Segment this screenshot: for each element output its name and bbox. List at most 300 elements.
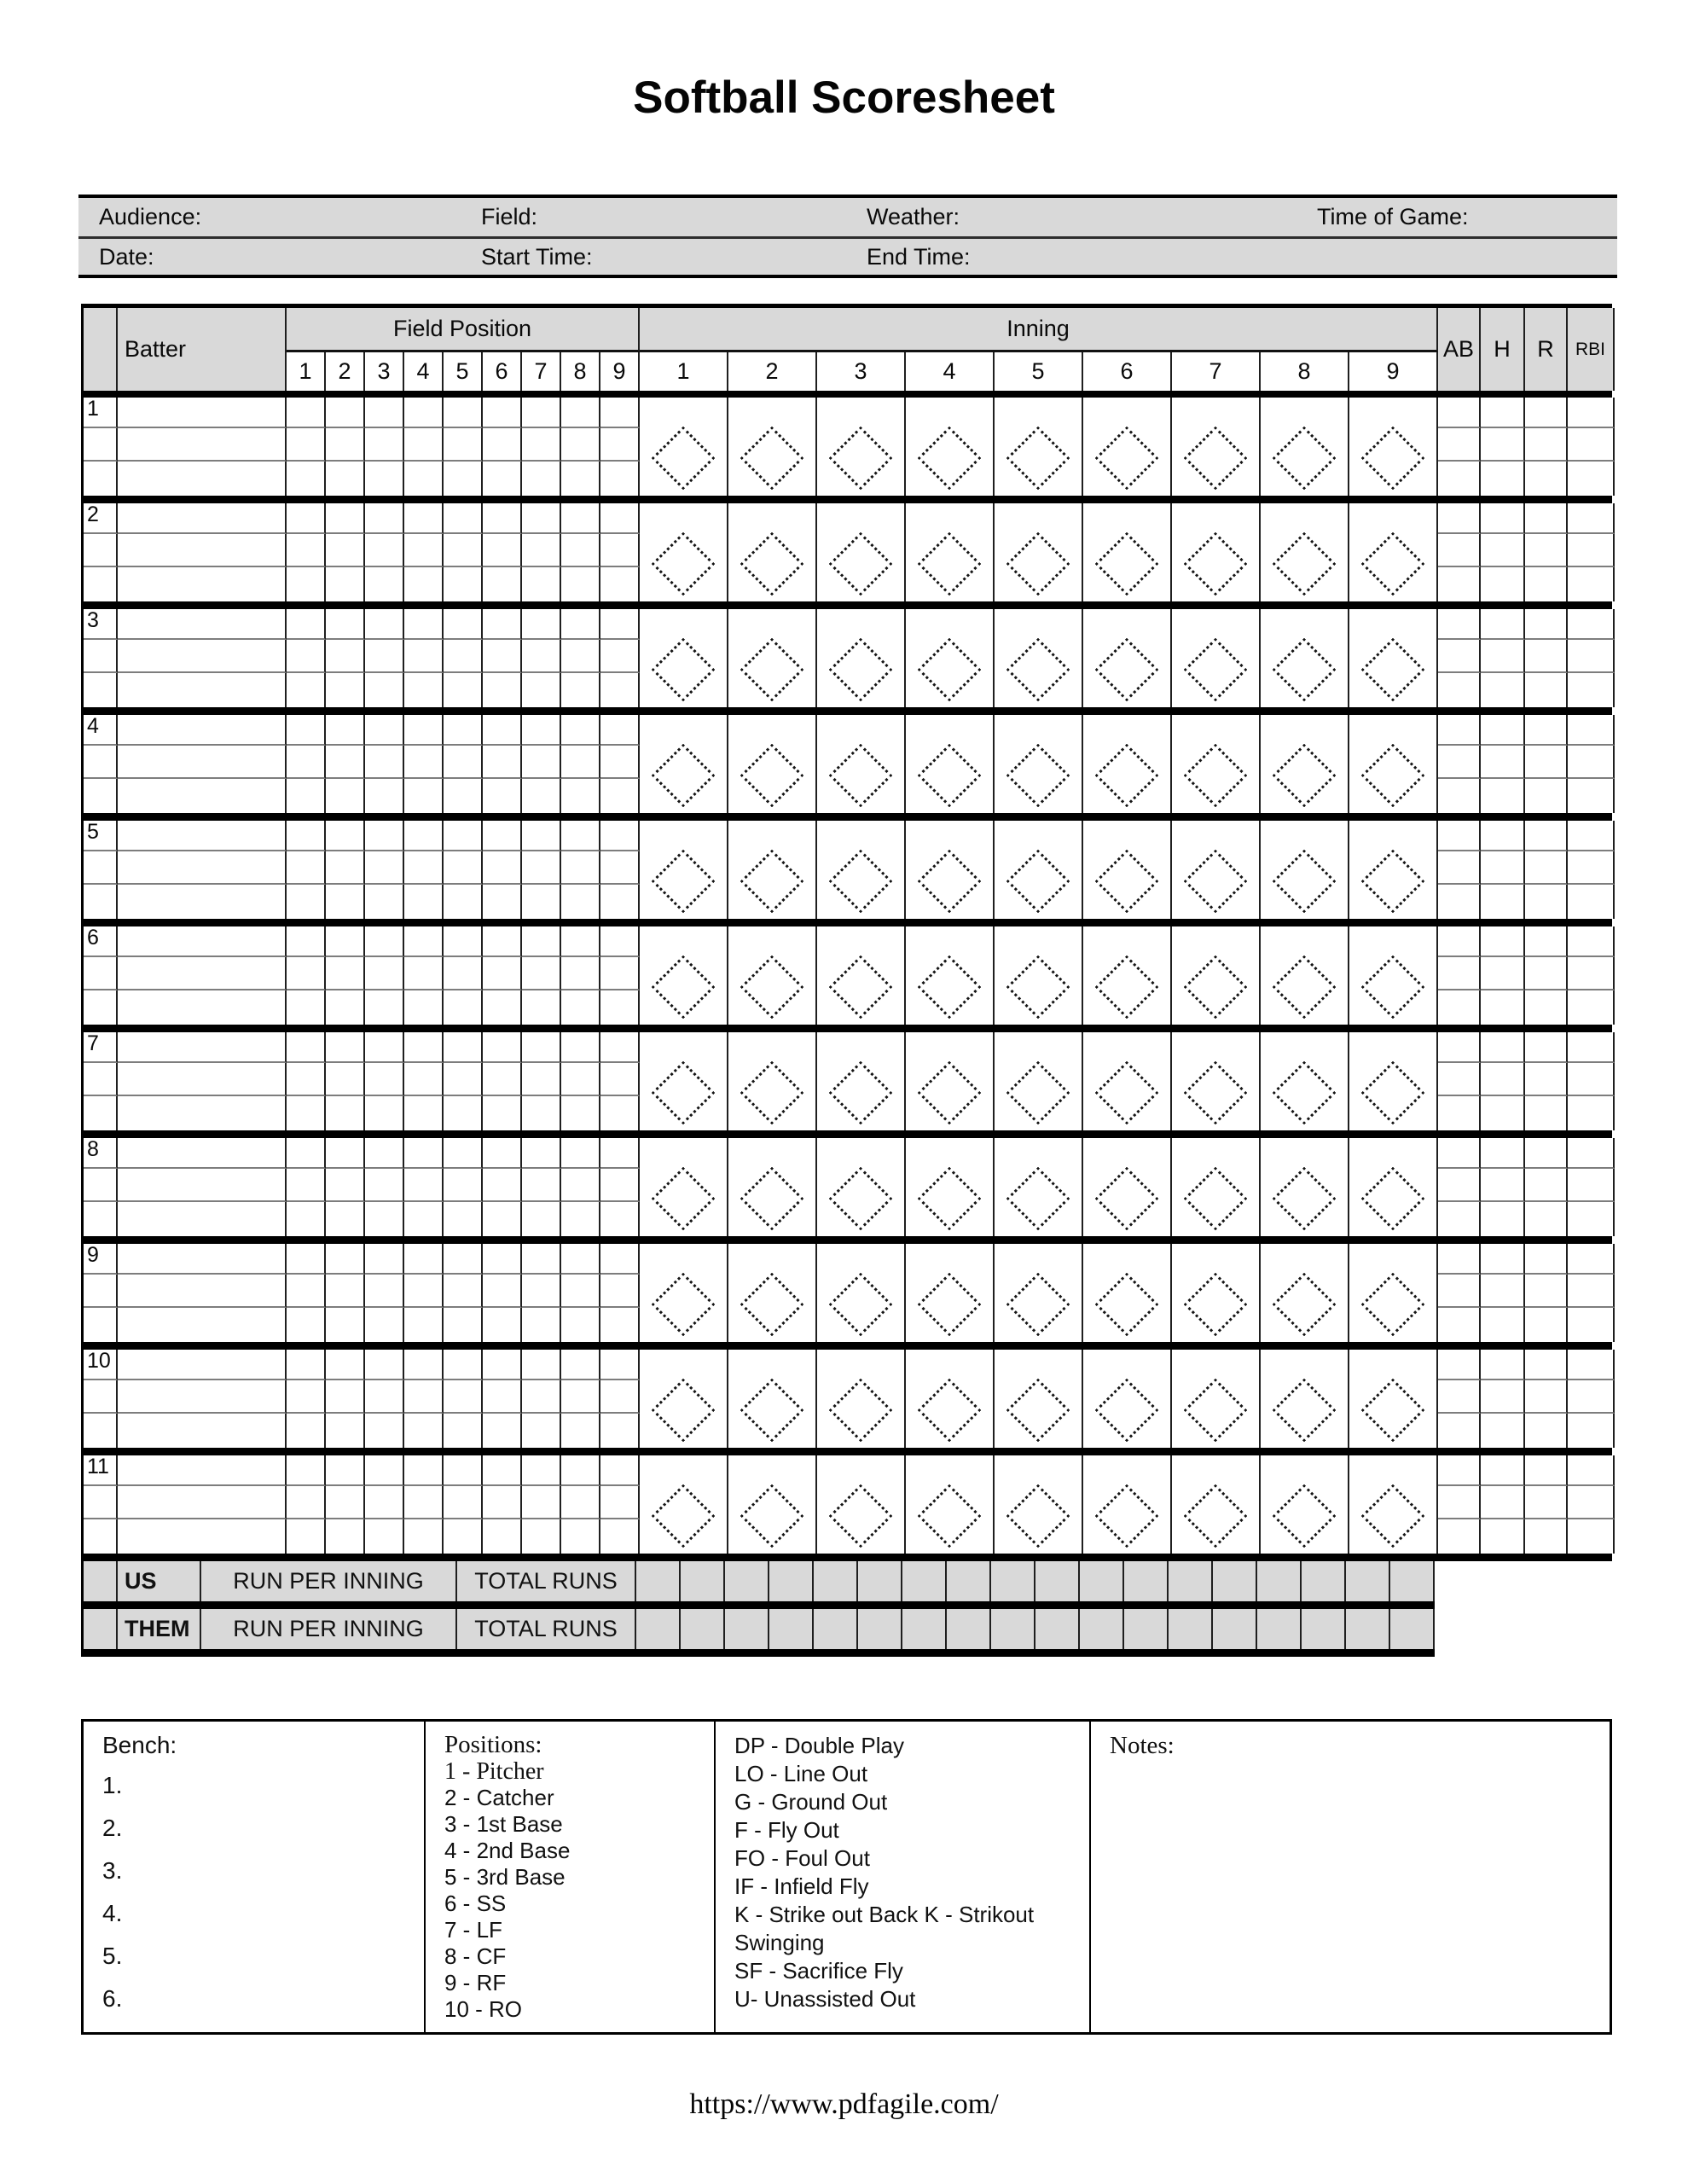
stat-cell[interactable] [1525, 1169, 1568, 1202]
field-position-cell[interactable] [287, 851, 326, 885]
field-position-cell[interactable] [287, 1486, 326, 1519]
field-position-cell[interactable] [522, 1414, 561, 1448]
inning-scoring-cell[interactable] [1349, 1032, 1438, 1130]
inning-scoring-cell[interactable] [640, 926, 728, 1025]
stat-cell[interactable] [1438, 779, 1481, 813]
field-position-cell[interactable] [404, 428, 444, 462]
stat-cell[interactable] [1438, 1486, 1481, 1519]
stat-cell[interactable] [1525, 715, 1568, 746]
stat-cell[interactable] [1525, 398, 1568, 428]
stat-cell[interactable] [1568, 1063, 1615, 1096]
field-position-cell[interactable] [483, 1455, 522, 1486]
inning-scoring-cell[interactable] [1261, 1244, 1349, 1342]
field-position-cell[interactable] [600, 567, 640, 601]
inning-scoring-cell[interactable] [640, 398, 728, 496]
field-position-cell[interactable] [444, 1138, 483, 1169]
run-cell[interactable] [1302, 1609, 1346, 1649]
batter-name-cell[interactable] [118, 715, 287, 746]
field-position-cell[interactable] [326, 640, 365, 673]
field-position-cell[interactable] [483, 990, 522, 1025]
field-position-cell[interactable] [561, 640, 600, 673]
inning-scoring-cell[interactable] [817, 1455, 906, 1554]
field-position-cell[interactable] [483, 1350, 522, 1380]
field-position-cell[interactable] [287, 1244, 326, 1275]
inning-scoring-cell[interactable] [995, 1032, 1083, 1130]
stat-cell[interactable] [1525, 1138, 1568, 1169]
batter-name-cell[interactable] [118, 1096, 287, 1130]
field-position-cell[interactable] [600, 503, 640, 534]
inning-scoring-cell[interactable] [1261, 398, 1349, 496]
stat-cell[interactable] [1568, 990, 1615, 1025]
field-position-cell[interactable] [600, 673, 640, 707]
field-position-cell[interactable] [287, 1519, 326, 1554]
field-position-cell[interactable] [404, 640, 444, 673]
field-position-cell[interactable] [326, 673, 365, 707]
stat-cell[interactable] [1481, 673, 1525, 707]
run-cell[interactable] [858, 1561, 902, 1601]
field-position-cell[interactable] [483, 851, 522, 885]
field-position-cell[interactable] [326, 851, 365, 885]
inning-scoring-cell[interactable] [906, 821, 995, 919]
field-position-cell[interactable] [600, 885, 640, 919]
bench-line[interactable]: 1. [102, 1772, 123, 1798]
field-position-cell[interactable] [600, 1308, 640, 1342]
stat-cell[interactable] [1438, 885, 1481, 919]
field-position-cell[interactable] [600, 1455, 640, 1486]
field-position-cell[interactable] [404, 1138, 444, 1169]
inning-scoring-cell[interactable] [1172, 1032, 1261, 1130]
stat-cell[interactable] [1438, 1096, 1481, 1130]
batter-name-cell[interactable] [118, 1519, 287, 1554]
field-position-cell[interactable] [522, 779, 561, 813]
inning-scoring-cell[interactable] [817, 503, 906, 601]
field-position-cell[interactable] [326, 398, 365, 428]
field-position-cell[interactable] [483, 534, 522, 567]
field-position-cell[interactable] [483, 715, 522, 746]
batter-number-cell[interactable] [84, 851, 118, 885]
field-position-cell[interactable] [483, 926, 522, 957]
field-position-cell[interactable] [561, 1202, 600, 1236]
field-position-cell[interactable] [600, 1380, 640, 1414]
field-position-cell[interactable] [365, 1350, 404, 1380]
bench-line[interactable]: 3. [102, 1857, 123, 1884]
field-position-cell[interactable] [287, 1308, 326, 1342]
field-position-cell[interactable] [365, 1138, 404, 1169]
field-position-cell[interactable] [522, 609, 561, 640]
stat-cell[interactable] [1438, 926, 1481, 957]
stat-cell[interactable] [1481, 1455, 1525, 1486]
run-cell[interactable] [947, 1609, 991, 1649]
stat-cell[interactable] [1525, 957, 1568, 990]
inning-scoring-cell[interactable] [1261, 609, 1349, 707]
inning-scoring-cell[interactable] [1083, 1032, 1172, 1130]
inning-scoring-cell[interactable] [1172, 821, 1261, 919]
field-position-cell[interactable] [365, 609, 404, 640]
batter-number-cell[interactable] [84, 1519, 118, 1554]
stat-cell[interactable] [1438, 851, 1481, 885]
field-position-cell[interactable] [600, 1275, 640, 1308]
batter-number-cell[interactable] [84, 1096, 118, 1130]
field-position-cell[interactable] [522, 1032, 561, 1063]
stat-cell[interactable] [1481, 1275, 1525, 1308]
field-position-cell[interactable] [561, 567, 600, 601]
field-position-cell[interactable] [444, 1519, 483, 1554]
stat-cell[interactable] [1438, 1350, 1481, 1380]
batter-name-cell[interactable] [118, 779, 287, 813]
batter-name-cell[interactable] [118, 1350, 287, 1380]
field-position-cell[interactable] [365, 779, 404, 813]
inning-scoring-cell[interactable] [817, 398, 906, 496]
time-of-game-input[interactable] [1469, 198, 1617, 236]
stat-cell[interactable] [1525, 990, 1568, 1025]
stat-cell[interactable] [1568, 715, 1615, 746]
inning-scoring-cell[interactable] [906, 926, 995, 1025]
bench-line[interactable]: 2. [102, 1815, 123, 1841]
field-position-cell[interactable] [287, 1169, 326, 1202]
stat-cell[interactable] [1481, 821, 1525, 851]
stat-cell[interactable] [1481, 1350, 1525, 1380]
stat-cell[interactable] [1438, 609, 1481, 640]
inning-scoring-cell[interactable] [1083, 1244, 1172, 1342]
field-position-cell[interactable] [522, 885, 561, 919]
field-position-cell[interactable] [561, 673, 600, 707]
stat-cell[interactable] [1438, 1244, 1481, 1275]
field-position-cell[interactable] [522, 1138, 561, 1169]
field-position-cell[interactable] [287, 640, 326, 673]
field-position-cell[interactable] [326, 990, 365, 1025]
batter-name-cell[interactable] [118, 534, 287, 567]
inning-scoring-cell[interactable] [728, 821, 817, 919]
notes-column[interactable] [1089, 1722, 1610, 2032]
run-cell[interactable] [1346, 1609, 1390, 1649]
stat-cell[interactable] [1568, 1350, 1615, 1380]
run-cell[interactable] [814, 1561, 858, 1601]
batter-number-cell[interactable] [84, 1414, 118, 1448]
stat-cell[interactable] [1525, 746, 1568, 779]
field-position-cell[interactable] [287, 1350, 326, 1380]
stat-cell[interactable] [1438, 1519, 1481, 1554]
stat-cell[interactable] [1481, 640, 1525, 673]
field-position-cell[interactable] [483, 398, 522, 428]
stat-cell[interactable] [1438, 1308, 1481, 1342]
field-position-cell[interactable] [600, 957, 640, 990]
field-position-cell[interactable] [404, 715, 444, 746]
inning-scoring-cell[interactable] [728, 1350, 817, 1448]
batter-name-cell[interactable] [118, 1032, 287, 1063]
batter-number-cell[interactable] [84, 428, 118, 462]
date-input[interactable] [154, 239, 461, 275]
batter-number-cell[interactable] [84, 957, 118, 990]
field-position-cell[interactable] [561, 503, 600, 534]
field-position-cell[interactable] [444, 779, 483, 813]
inning-scoring-cell[interactable] [817, 609, 906, 707]
stat-cell[interactable] [1438, 715, 1481, 746]
batter-number-cell[interactable] [84, 534, 118, 567]
inning-scoring-cell[interactable] [1083, 1350, 1172, 1448]
stat-cell[interactable] [1481, 715, 1525, 746]
field-position-cell[interactable] [561, 1519, 600, 1554]
field-position-cell[interactable] [561, 398, 600, 428]
field-position-cell[interactable] [365, 885, 404, 919]
batter-name-cell[interactable] [118, 428, 287, 462]
stat-cell[interactable] [1438, 1202, 1481, 1236]
field-position-cell[interactable] [561, 779, 600, 813]
field-position-cell[interactable] [404, 746, 444, 779]
field-position-cell[interactable] [600, 1063, 640, 1096]
stat-cell[interactable] [1438, 462, 1481, 496]
field-position-cell[interactable] [522, 398, 561, 428]
batter-number-cell[interactable] [84, 1063, 118, 1096]
field-position-cell[interactable] [522, 1202, 561, 1236]
stat-cell[interactable] [1481, 1138, 1525, 1169]
stat-cell[interactable] [1568, 1486, 1615, 1519]
field-position-cell[interactable] [561, 1063, 600, 1096]
field-position-cell[interactable] [365, 746, 404, 779]
field-position-cell[interactable] [404, 1455, 444, 1486]
stat-cell[interactable] [1481, 885, 1525, 919]
field-position-cell[interactable] [287, 462, 326, 496]
batter-name-cell[interactable] [118, 503, 287, 534]
field-position-cell[interactable] [444, 1096, 483, 1130]
batter-name-cell[interactable] [118, 957, 287, 990]
batter-name-cell[interactable] [118, 926, 287, 957]
inning-scoring-cell[interactable] [817, 715, 906, 813]
field-position-cell[interactable] [600, 851, 640, 885]
field-position-cell[interactable] [404, 534, 444, 567]
stat-cell[interactable] [1568, 673, 1615, 707]
batter-number-cell[interactable] [84, 1380, 118, 1414]
field-position-cell[interactable] [365, 1096, 404, 1130]
batter-name-cell[interactable] [118, 398, 287, 428]
inning-scoring-cell[interactable] [1172, 1138, 1261, 1236]
batter-number-cell[interactable] [84, 1202, 118, 1236]
run-cell[interactable] [769, 1561, 814, 1601]
field-position-cell[interactable] [522, 640, 561, 673]
inning-scoring-cell[interactable] [995, 503, 1083, 601]
inning-scoring-cell[interactable] [1349, 1455, 1438, 1554]
field-position-cell[interactable] [600, 534, 640, 567]
field-position-cell[interactable] [444, 926, 483, 957]
field-position-cell[interactable] [483, 1414, 522, 1448]
run-cell[interactable] [681, 1561, 725, 1601]
run-cell[interactable] [1346, 1561, 1390, 1601]
field-position-cell[interactable] [404, 779, 444, 813]
stat-cell[interactable] [1525, 885, 1568, 919]
field-position-cell[interactable] [365, 1380, 404, 1414]
field-position-cell[interactable] [404, 1063, 444, 1096]
field-position-cell[interactable] [326, 779, 365, 813]
field-position-cell[interactable] [365, 957, 404, 990]
field-position-cell[interactable] [287, 1138, 326, 1169]
stat-cell[interactable] [1525, 534, 1568, 567]
stat-cell[interactable] [1438, 673, 1481, 707]
run-cell[interactable] [725, 1609, 769, 1649]
field-position-cell[interactable] [365, 1032, 404, 1063]
field-position-cell[interactable] [326, 1169, 365, 1202]
field-position-cell[interactable] [326, 1096, 365, 1130]
field-position-cell[interactable] [404, 503, 444, 534]
field-position-cell[interactable] [522, 990, 561, 1025]
field-position-cell[interactable] [600, 746, 640, 779]
stat-cell[interactable] [1525, 503, 1568, 534]
stat-cell[interactable] [1568, 746, 1615, 779]
field-position-cell[interactable] [444, 1244, 483, 1275]
field-position-cell[interactable] [600, 1032, 640, 1063]
inning-scoring-cell[interactable] [1349, 1350, 1438, 1448]
field-position-cell[interactable] [561, 1275, 600, 1308]
field-position-cell[interactable] [404, 821, 444, 851]
stat-cell[interactable] [1525, 1486, 1568, 1519]
stat-cell[interactable] [1481, 1169, 1525, 1202]
field-position-cell[interactable] [404, 1032, 444, 1063]
batter-number-cell[interactable] [84, 1308, 118, 1342]
field-position-cell[interactable] [561, 957, 600, 990]
field-position-cell[interactable] [561, 462, 600, 496]
field-position-cell[interactable] [365, 926, 404, 957]
field-position-cell[interactable] [404, 1350, 444, 1380]
stat-cell[interactable] [1568, 567, 1615, 601]
run-cell[interactable] [991, 1561, 1035, 1601]
field-position-cell[interactable] [522, 1308, 561, 1342]
stat-cell[interactable] [1481, 1414, 1525, 1448]
field-position-cell[interactable] [444, 990, 483, 1025]
field-position-cell[interactable] [365, 640, 404, 673]
stat-cell[interactable] [1525, 1380, 1568, 1414]
field-position-cell[interactable] [600, 609, 640, 640]
inning-scoring-cell[interactable] [1083, 398, 1172, 496]
inning-scoring-cell[interactable] [728, 715, 817, 813]
run-cell[interactable] [636, 1561, 681, 1601]
batter-name-cell[interactable] [118, 462, 287, 496]
stat-cell[interactable] [1438, 640, 1481, 673]
field-position-cell[interactable] [522, 1096, 561, 1130]
stat-cell[interactable] [1481, 1202, 1525, 1236]
batter-number-cell[interactable] [84, 990, 118, 1025]
field-position-cell[interactable] [404, 1096, 444, 1130]
field-position-cell[interactable] [561, 534, 600, 567]
run-cell[interactable] [1035, 1561, 1080, 1601]
inning-scoring-cell[interactable] [995, 1138, 1083, 1236]
field-position-cell[interactable] [600, 1244, 640, 1275]
inning-scoring-cell[interactable] [906, 1244, 995, 1342]
inning-scoring-cell[interactable] [906, 1032, 995, 1130]
stat-cell[interactable] [1525, 1202, 1568, 1236]
field-position-cell[interactable] [561, 1244, 600, 1275]
field-position-cell[interactable] [522, 851, 561, 885]
inning-scoring-cell[interactable] [640, 503, 728, 601]
field-position-cell[interactable] [444, 503, 483, 534]
stat-cell[interactable] [1438, 1169, 1481, 1202]
field-position-cell[interactable] [326, 503, 365, 534]
field-position-cell[interactable] [600, 1486, 640, 1519]
weather-input[interactable] [960, 198, 1296, 236]
field-position-cell[interactable] [287, 428, 326, 462]
run-cell[interactable] [902, 1609, 947, 1649]
field-position-cell[interactable] [326, 1455, 365, 1486]
field-position-cell[interactable] [444, 821, 483, 851]
field-position-cell[interactable] [444, 1275, 483, 1308]
field-position-cell[interactable] [287, 534, 326, 567]
field-position-cell[interactable] [444, 462, 483, 496]
inning-scoring-cell[interactable] [1172, 926, 1261, 1025]
stat-cell[interactable] [1438, 428, 1481, 462]
field-position-cell[interactable] [287, 957, 326, 990]
batter-name-cell[interactable] [118, 1138, 287, 1169]
field-position-cell[interactable] [561, 1350, 600, 1380]
field-position-cell[interactable] [561, 821, 600, 851]
field-position-cell[interactable] [326, 715, 365, 746]
run-cell[interactable] [1390, 1561, 1435, 1601]
stat-cell[interactable] [1568, 640, 1615, 673]
field-position-cell[interactable] [444, 1455, 483, 1486]
run-cell[interactable] [769, 1609, 814, 1649]
field-position-cell[interactable] [365, 1519, 404, 1554]
field-position-cell[interactable] [326, 1063, 365, 1096]
stat-cell[interactable] [1438, 1138, 1481, 1169]
bench-line[interactable]: 5. [102, 1943, 123, 1969]
field-position-cell[interactable] [287, 821, 326, 851]
field-position-cell[interactable] [326, 746, 365, 779]
run-cell[interactable] [1213, 1561, 1257, 1601]
batter-number-cell[interactable] [84, 640, 118, 673]
field-position-cell[interactable] [483, 1032, 522, 1063]
inning-scoring-cell[interactable] [728, 1244, 817, 1342]
field-position-cell[interactable] [287, 1096, 326, 1130]
stat-cell[interactable] [1525, 1096, 1568, 1130]
field-position-cell[interactable] [600, 821, 640, 851]
field-position-cell[interactable] [365, 715, 404, 746]
field-position-cell[interactable] [326, 609, 365, 640]
batter-name-cell[interactable] [118, 1380, 287, 1414]
field-position-cell[interactable] [365, 1063, 404, 1096]
stat-cell[interactable] [1525, 1414, 1568, 1448]
field-position-cell[interactable] [287, 673, 326, 707]
inning-scoring-cell[interactable] [995, 398, 1083, 496]
stat-cell[interactable] [1481, 567, 1525, 601]
inning-scoring-cell[interactable] [1261, 1455, 1349, 1554]
run-cell[interactable] [947, 1561, 991, 1601]
batter-name-cell[interactable] [118, 746, 287, 779]
start-time-input[interactable] [593, 239, 846, 275]
field-position-cell[interactable] [522, 462, 561, 496]
inning-scoring-cell[interactable] [817, 1244, 906, 1342]
field-position-cell[interactable] [600, 1096, 640, 1130]
field-position-cell[interactable] [600, 640, 640, 673]
run-cell[interactable] [1169, 1609, 1213, 1649]
field-position-cell[interactable] [600, 926, 640, 957]
stat-cell[interactable] [1568, 1455, 1615, 1486]
stat-cell[interactable] [1568, 1275, 1615, 1308]
inning-scoring-cell[interactable] [817, 1350, 906, 1448]
field-position-cell[interactable] [404, 990, 444, 1025]
inning-scoring-cell[interactable] [1349, 715, 1438, 813]
stat-cell[interactable] [1481, 462, 1525, 496]
field-position-cell[interactable] [561, 715, 600, 746]
field-position-cell[interactable] [561, 885, 600, 919]
batter-number-cell[interactable] [84, 1169, 118, 1202]
field-position-cell[interactable] [483, 1380, 522, 1414]
field-position-cell[interactable] [287, 609, 326, 640]
run-cell[interactable] [902, 1561, 947, 1601]
stat-cell[interactable] [1568, 1202, 1615, 1236]
field-position-cell[interactable] [404, 673, 444, 707]
field-position-cell[interactable] [326, 1032, 365, 1063]
batter-number-cell[interactable] [84, 1275, 118, 1308]
field-position-cell[interactable] [404, 567, 444, 601]
field-position-cell[interactable] [365, 1308, 404, 1342]
field-position-cell[interactable] [600, 428, 640, 462]
stat-cell[interactable] [1568, 1519, 1615, 1554]
